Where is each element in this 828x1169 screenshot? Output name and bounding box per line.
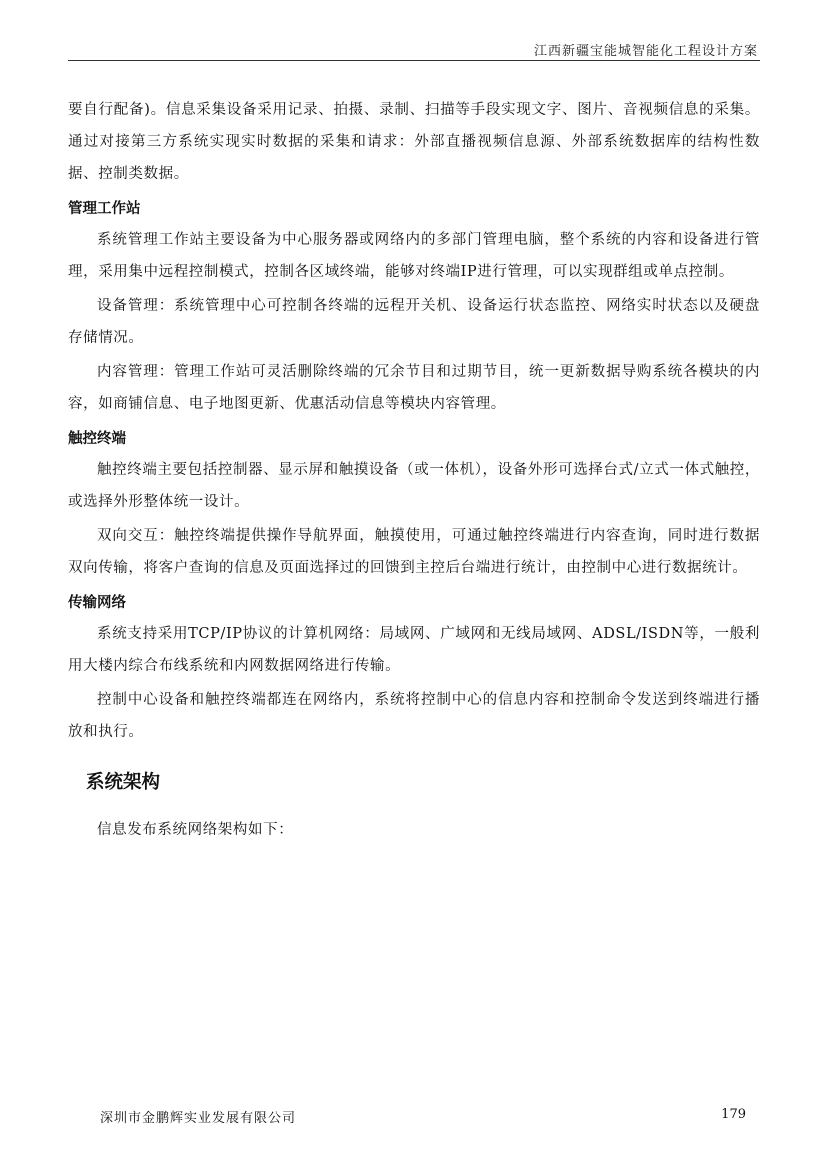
document-body <box>68 94 760 848</box>
paragraph-content-management: 内容管理：管理工作站可灵活删除终端的冗余节目和过期节目，统一更新数据导购系统各模块的内容，如商铺信息、电子地图更新、优惠活动信息等模块内容管理。 <box>68 364 760 412</box>
heading-system-architecture: 系统架构 <box>86 772 161 793</box>
paragraph-management-overview: 系统管理工作站主要设备为中心服务器或网络内的多部门管理电脑，整个系统的内容和设备进行管理，采用集中远程控制模式，控制各区域终端，能够对终端IP进行管理，可以实现群组或单点控制。 <box>68 232 760 280</box>
footer-page-number: 179 <box>721 1107 746 1122</box>
intro-paragraph: 要自行配备)。信息采集设备采用记录、拍摄、录制、扫描等手段实现文字、图片、音视频信息的采集。通过对接第三方系统实现实时数据的采集和请求：外部直播视频信息源、外部系统数据库的结构性数据、控制类数据。 <box>68 102 760 182</box>
heading-management-workstation: 管理工作站 <box>68 201 141 217</box>
paragraph-touch-overview: 触控终端主要包括控制器、显示屏和触摸设备（或一体机），设备外形可选择台式/立式一体式触控，或选择外形整体统一设计。 <box>68 462 760 510</box>
paragraph-two-way-interaction: 双向交互：触控终端提供操作导航界面，触摸使用，可通过触控终端进行内容查询，同时进行数据双向传输，将客户查询的信息及页面选择过的回馈到主控后台端进行统计，由控制中心进行数据统计。 <box>68 528 760 576</box>
paragraph-network-connection: 控制中心设备和触控终端都连在网络内，系统将控制中心的信息内容和控制命令发送到终端进行播放和执行。 <box>68 692 760 740</box>
header-divider <box>68 60 760 61</box>
paragraph-architecture-intro: 信息发布系统网络架构如下： <box>97 822 294 838</box>
paragraph-network-protocols: 系统支持采用TCP/IP协议的计算机网络：局域网、广域网和无线局域网、ADSL/ISDN等，一般利用大楼内综合布线系统和内网数据网络进行传输。 <box>68 626 760 674</box>
heading-transmission-network: 传输网络 <box>68 595 126 611</box>
heading-touch-terminal: 触控终端 <box>68 431 126 447</box>
paragraph-device-management: 设备管理：系统管理中心可控制各终端的远程开关机、设备运行状态监控、网络实时状态以及硬盘存储情况。 <box>68 298 760 346</box>
footer-company-name: 深圳市金鹏辉实业发展有限公司 <box>100 1111 297 1126</box>
header-title: 江西新疆宝能城智能化工程设计方案 <box>533 44 758 59</box>
